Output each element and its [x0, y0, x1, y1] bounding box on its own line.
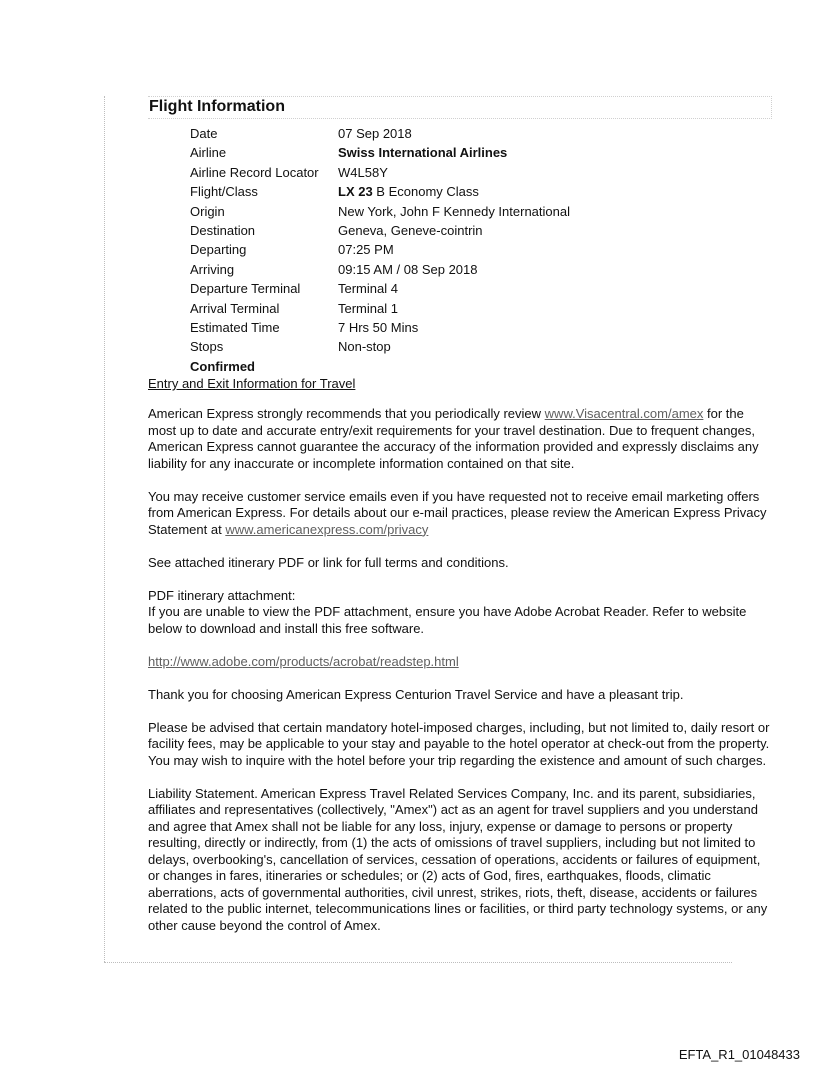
flight-class: B Economy Class: [372, 184, 479, 200]
detail-label: Arriving: [190, 261, 235, 277]
document-id: EFTA_R1_01048433: [678, 1047, 800, 1062]
detail-value: W4L58Y: [338, 164, 388, 180]
frame-left-border: [104, 96, 105, 962]
detail-value: Terminal 4: [338, 281, 398, 297]
pdf-paragraph: [148, 588, 774, 638]
detail-row-origin: [190, 202, 750, 221]
detail-label: Airline Record Locator: [190, 164, 319, 180]
flight-number: LX 23: [338, 184, 373, 200]
detail-value: 09:15 AM / 08 Sep 2018: [338, 261, 478, 277]
pdf-heading: PDF itinerary attachment:: [148, 587, 296, 603]
detail-value: Non-stop: [338, 339, 391, 355]
detail-row-destination: [190, 221, 750, 240]
detail-row-date: [190, 124, 750, 143]
detail-label: Departure Terminal: [190, 281, 301, 297]
visa-paragraph: [148, 406, 774, 472]
detail-label: Estimated Time: [190, 319, 280, 335]
frame-bottom-border: [104, 962, 732, 963]
detail-value: 07:25 PM: [338, 242, 394, 258]
detail-value: Swiss International Airlines: [338, 145, 508, 161]
detail-row-stops: [190, 337, 750, 356]
visa-text-end: for the most up to date and accurate entry/exit requirements for your travel destination. Due to frequent changes, American Express cannot guarantee the accuracy of the information provided and expressly disclaims any liability for any inaccurate or incomplete information contained on that site.: [148, 406, 759, 471]
body-text: [148, 406, 774, 951]
privacy-text: You may receive customer service emails even if you have requested not to receive email marketing offers from American Express. For details about our e-mail practices, please review the American Express Privacy Statement at: [148, 488, 767, 537]
entry-exit-title: Entry and Exit Information for Travel: [148, 376, 356, 391]
section-header: [148, 96, 772, 119]
detail-label: Date: [190, 126, 218, 141]
terms-paragraph: See attached itinerary PDF or link for full terms and conditions.: [148, 554, 509, 570]
booking-status: Confirmed: [190, 358, 255, 374]
privacy-link[interactable]: www.americanexpress.com/privacy: [225, 521, 429, 537]
detail-value: 07 Sep 2018: [338, 126, 412, 141]
detail-value: 7 Hrs 50 Mins: [338, 319, 419, 335]
adobe-link[interactable]: http://www.adobe.com/products/acrobat/readstep.html: [148, 653, 459, 669]
detail-row-departure-terminal: [190, 279, 750, 298]
detail-label: Arrival Terminal: [190, 300, 280, 316]
detail-value: Geneva, Geneve-cointrin: [338, 222, 483, 238]
detail-label: Origin: [190, 203, 225, 219]
detail-row-arrival-terminal: [190, 299, 750, 318]
detail-label: Destination: [190, 222, 256, 238]
detail-label: Flight/Class: [190, 184, 258, 200]
privacy-paragraph: [148, 489, 774, 539]
detail-label: Stops: [190, 339, 224, 355]
pdf-text: If you are unable to view the PDF attachment, ensure you have Adobe Acrobat Reader. Refer to website below to download and install this free software.: [148, 604, 747, 636]
detail-row-arriving: [190, 260, 750, 279]
detail-row-departing: [190, 240, 750, 259]
detail-label: Departing: [190, 242, 247, 258]
detail-row-record-locator: [190, 163, 750, 182]
visacentral-link[interactable]: www.Visacentral.com/amex: [544, 406, 704, 421]
detail-row-estimated-time: [190, 318, 750, 337]
detail-value: [338, 182, 479, 201]
adobe-link-paragraph: [148, 654, 774, 671]
detail-row-flight-class: [190, 182, 750, 201]
section-title: Flight Information: [149, 98, 285, 115]
hotel-charges-paragraph: Please be advised that certain mandatory hotel-imposed charges, including, but not limited to, daily resort or facility fees, may be applicable to your stay and payable to the hotel operator at check-out from the property. You may wish to inquire with the hotel before your trip regarding the existence and amount of such charges.: [148, 719, 770, 768]
thank-you-paragraph: Thank you for choosing American Express Centurion Travel Service and have a pleasant trip.: [148, 686, 684, 702]
detail-value: New York, John F Kennedy International: [338, 203, 570, 219]
visa-text-start: American Express strongly recommends that you periodically review: [148, 406, 545, 421]
detail-value: Terminal 1: [338, 300, 398, 316]
detail-label: Airline: [190, 145, 227, 161]
detail-row-airline: [190, 143, 750, 162]
liability-paragraph: Liability Statement. American Express Travel Related Services Company, Inc. and its parent, subsidiaries, affiliates and representatives (collectively, "Amex") act as an agent for travel suppliers and you understand and agree that Amex shall not be liable for any loss, injury, expense or damage to persons or property resulting, directly or indirectly, from (1) the acts of omissions of travel suppliers, including but not limited to delays, overbooking's, cancellation of services, cessation of operations, accidents or failures of equipment, or changes in fares, itineraries or schedules; or (2) acts of God, fires, earthquakes, floods, climatic aberrations, acts of governmental authorities, civil unrest, strikes, riots, theft, disease, accidents or failures related to the public internet, telecommunications lines or facilities, or third party technology systems, or any other cause beyond the control of Amex.: [148, 785, 768, 933]
flight-details: [190, 124, 750, 376]
